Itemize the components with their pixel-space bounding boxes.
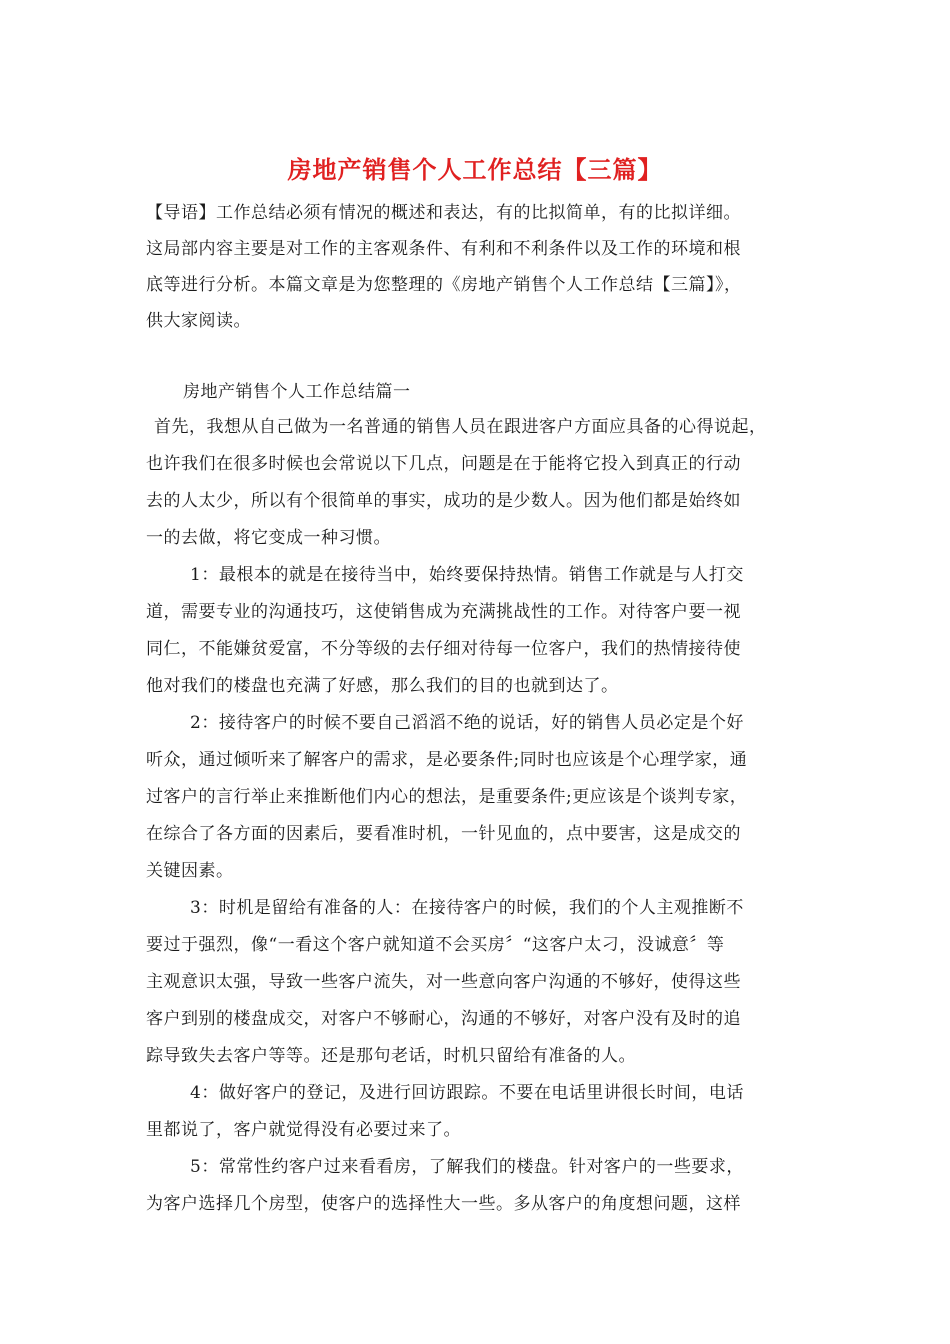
paragraph-line: 2：接待客户的时候不要自己滔滔不绝的说话，好的销售人员必定是个好 [190,713,744,733]
paragraph-line: 里都说了，客户就觉得没有必要过来了。 [146,1120,461,1140]
document-title: 房地产销售个人工作总结【三篇】 [287,155,663,184]
paragraph-line: 要过于强烈，像“一看这个客户就知道不会买房〞“这客户太刁，没诚意〞等 [146,935,725,955]
paragraph-line: 去的人太少，所以有个很简单的事实，成功的是少数人。因为他们都是始终如 [146,491,741,511]
intro-line: 底等进行分析。本篇文章是为您整理的《房地产销售个人工作总结【三篇】》， [146,275,742,295]
section-heading: 房地产销售个人工作总结篇一 [183,382,411,402]
paragraph-line: 过客户的言行举止来推断他们内心的想法，是重要条件;更应该是个谈判专家， [146,787,748,807]
paragraph-line: 同仁，不能嫌贫爱富，不分等级的去仔细对待每一位客户，我们的热情接待使 [146,639,741,659]
intro-line: 【导语】工作总结必须有情况的概述和表达，有的比拟简单，有的比拟详细。 [146,203,741,223]
paragraph-line: 为客户选择几个房型，使客户的选择性大一些。多从客户的角度想问题，这样 [146,1194,741,1214]
intro-line: 供大家阅读。 [146,311,251,331]
paragraph-line: 3：时机是留给有准备的人：在接待客户的时候，我们的个人主观推断不 [190,898,744,918]
paragraph-line: 也许我们在很多时候也会常说以下几点，问题是在于能将它投入到真正的行动 [146,454,741,474]
paragraph-line: 在综合了各方面的因素后，要看准时机，一针见血的，点中要害，这是成交的 [146,824,741,844]
paragraph-line: 客户到别的楼盘成交，对客户不够耐心，沟通的不够好，对客户没有及时的追 [146,1009,741,1029]
paragraph-line: 关键因素。 [146,861,234,881]
paragraph-line: 4：做好客户的登记，及进行回访跟踪。不要在电话里讲很长时间，电话 [190,1083,744,1103]
paragraph-line: 道，需要专业的沟通技巧，这使销售成为充满挑战性的工作。对待客户要一视 [146,602,741,622]
paragraph-line: 5：常常性约客户过来看看房，了解我们的楼盘。针对客户的一些要求， [190,1157,744,1177]
paragraph-line: 一的去做，将它变成一种习惯。 [146,528,391,548]
intro-line: 这局部内容主要是对工作的主客观条件、有利和不利条件以及工作的环境和根 [146,239,741,259]
paragraph-line: 听众，通过倾听来了解客户的需求，是必要条件;同时也应该是个心理学家，通 [146,750,748,770]
paragraph-line: 踪导致失去客户等等。还是那句老话，时机只留给有准备的人。 [146,1046,636,1066]
paragraph-line: 首先，我想从自己做为一名普通的销售人员在跟进客户方面应具备的心得说起， [154,417,767,437]
paragraph-line: 主观意识太强，导致一些客户流失，对一些意向客户沟通的不够好，使得这些 [146,972,741,992]
paragraph-line: 他对我们的楼盘也充满了好感，那么我们的目的也就到达了。 [146,676,619,696]
paragraph-line: 1：最根本的就是在接待当中，始终要保持热情。销售工作就是与人打交 [190,565,744,585]
